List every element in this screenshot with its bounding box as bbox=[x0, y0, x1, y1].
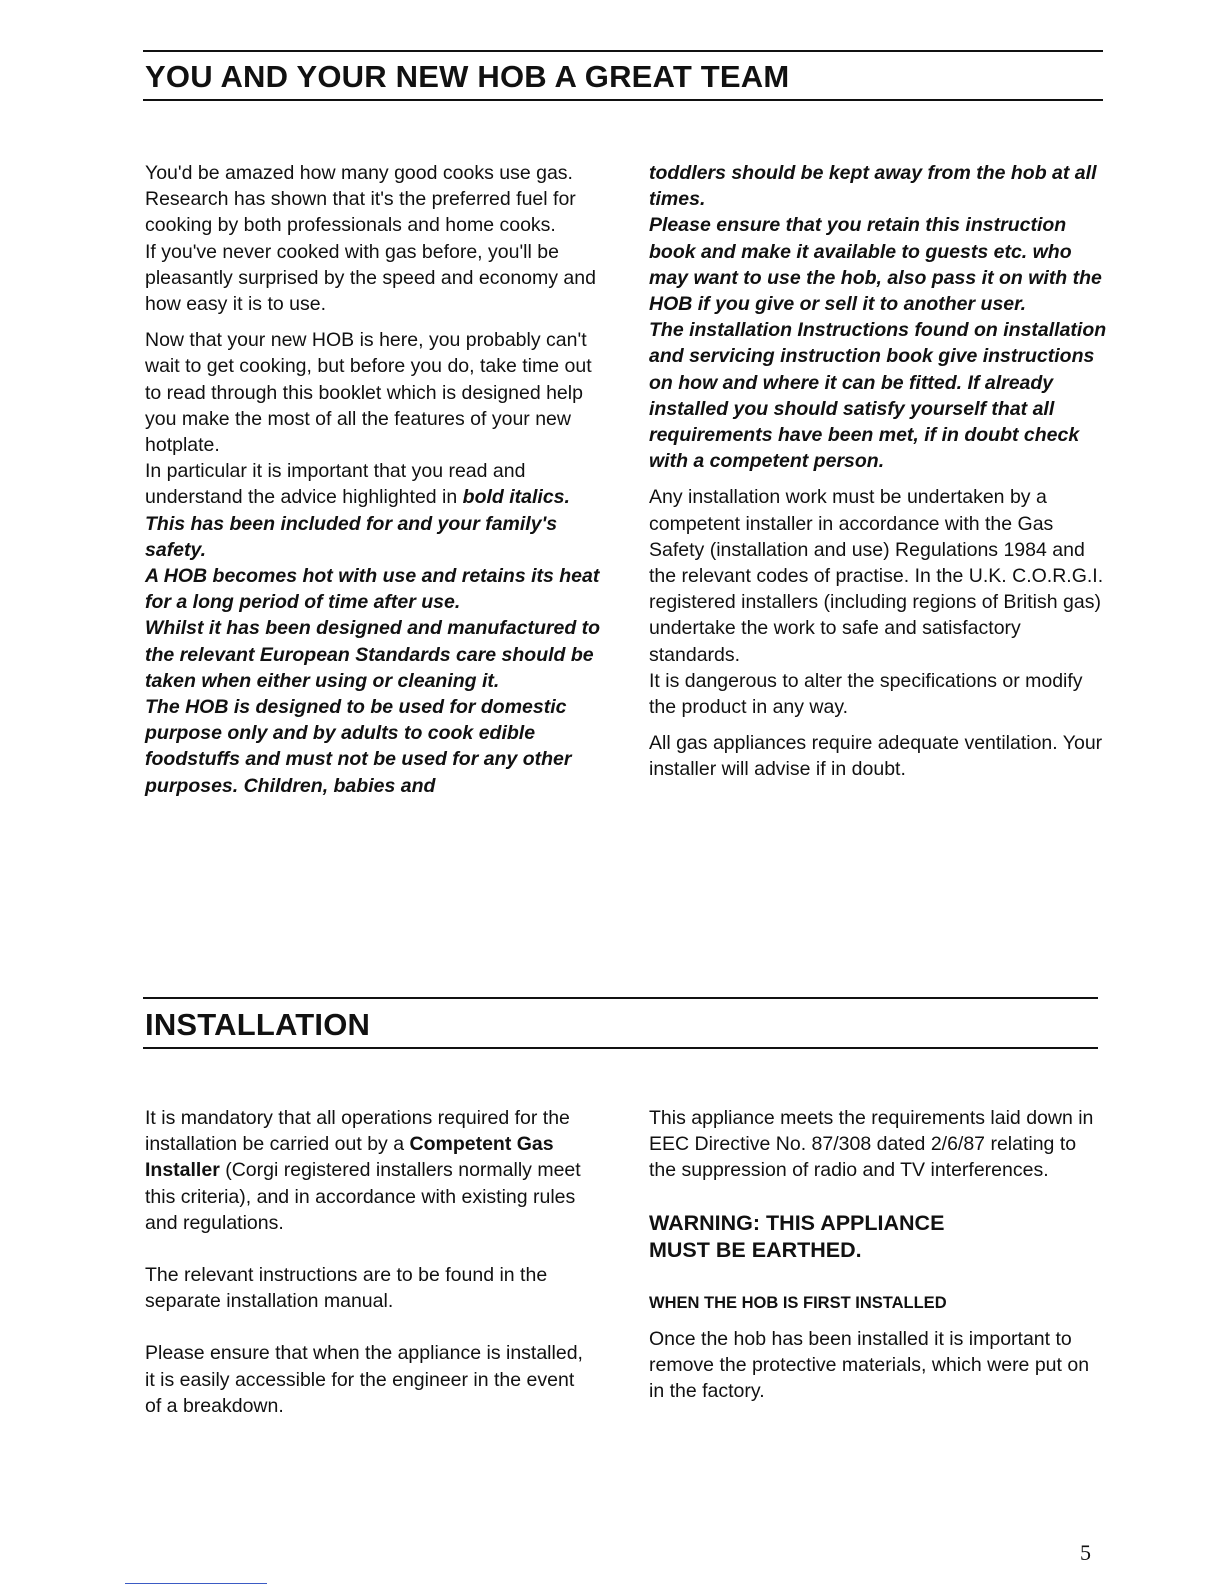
section1-top-rule bbox=[143, 50, 1103, 52]
children-warning: toddlers should be kept away from the hob at all times. bbox=[649, 162, 1097, 211]
retain-book-warning: Please ensure that you retain this instruction book and make it available to guests etc. who may want to use the hob, also pass it on with the HOB if you give or sell it to another user. bbox=[649, 214, 1102, 316]
instructions-manual-paragraph: The relevant instructions are to be found in the separate installation manual. bbox=[145, 1264, 548, 1313]
standards-warning: Whilst it has been designed and manufactured to the relevant European Standards care should be taken when either using or cleaning it. bbox=[145, 617, 601, 692]
earthing-warning bbox=[649, 1210, 1104, 1264]
earthing-warning-line2: MUST BE EARTHED. bbox=[649, 1237, 862, 1262]
advice-text: In particular it is important that you read and understand the advice highlighted in bbox=[145, 460, 526, 509]
protective-materials-paragraph: Once the hob has been installed it is important to remove the protective materials, which were put on in the factory. bbox=[649, 1327, 1090, 1403]
accessible-engineer-paragraph: Please ensure that when the appliance is installed, it is easily accessible for the engineer in the event of a breakdown. bbox=[145, 1342, 583, 1417]
advice-paragraph bbox=[145, 458, 610, 563]
gas-newcomer-paragraph: If you've never cooked with gas before, you'll be pleasantly surprised by the speed and economy and how easy it is to use. bbox=[145, 240, 596, 316]
section2-left-column bbox=[145, 1105, 595, 1419]
page-number: 5 bbox=[1080, 1540, 1091, 1565]
section2-title: INSTALLATION bbox=[145, 1007, 371, 1042]
read-booklet-paragraph: Now that your new HOB is here, you probably can't wait to get cooking, but before you do, take time out to read through this booklet which is designed help you make the most of all the features of your new hotplate. bbox=[145, 329, 592, 457]
hob-hot-warning: A HOB becomes hot with use and retains its heat for a long period of time after use. bbox=[145, 565, 600, 614]
section2-top-rule bbox=[143, 997, 1098, 999]
competent-installer-text: Competent Gas Installer bbox=[145, 1133, 554, 1182]
intro-paragraph: You'd be amazed how many good cooks use gas. Research has shown that it's the preferred fuel for cooking by both professionals and home cooks. bbox=[145, 162, 576, 237]
installation-work-paragraph: Any installation work must be undertaken by a competent installer in accordance with the Gas Safety (installation and use) Regulations 1984 and the relevant codes of practise. In the U.K. C.O.R.G.I. registered installers (including regions of British gas) undertake the work to safe and satisfactory standards. bbox=[649, 486, 1104, 666]
domestic-use-warning: The HOB is designed to be used for domestic purpose only and by adults to cook edible foodstuffs and must not be used for any other purposes. Children, babies and bbox=[145, 696, 572, 797]
advice-bold-text: bold italics. This has been included for and your family's safety. bbox=[145, 486, 570, 561]
mandatory-text: It is mandatory that all operations required for the installation be carried out by a bbox=[145, 1107, 570, 1156]
section1-bottom-rule bbox=[143, 99, 1103, 101]
decorative-underline bbox=[125, 1583, 267, 1584]
ventilation-paragraph: All gas appliances require adequate ventilation. Your installer will advise if in doubt. bbox=[649, 732, 1103, 781]
eec-directive-paragraph: This appliance meets the requirements laid down in EEC Directive No. 87/308 dated 2/6/87 relating to the suppression of radio and TV interferences. bbox=[649, 1107, 1094, 1182]
section2-bottom-rule bbox=[143, 1047, 1098, 1049]
first-installed-heading: WHEN THE HOB IS FIRST INSTALLED bbox=[649, 1293, 947, 1312]
section1-left-column bbox=[145, 160, 610, 799]
earthing-warning-line1: WARNING: THIS APPLIANCE bbox=[649, 1210, 945, 1235]
mandatory-installer-paragraph bbox=[145, 1105, 595, 1236]
corgi-text: (Corgi registered installers normally meet this criteria), and in accordance with existing rules and regulations. bbox=[145, 1159, 581, 1234]
section1-title: YOU AND YOUR NEW HOB A GREAT TEAM bbox=[145, 59, 790, 94]
section1-right-column bbox=[649, 160, 1109, 783]
installation-instructions-note: The installation Instructions found on installation and servicing instruction book give instructions on how and where it can be fitted. If already installed you should satisfy yourself that all requirements have been met, if in doubt check with a competent person. bbox=[649, 319, 1107, 473]
section2-right-column bbox=[649, 1105, 1104, 1404]
dangerous-alter-paragraph: It is dangerous to alter the specifications or modify the product in any way. bbox=[649, 669, 1083, 719]
